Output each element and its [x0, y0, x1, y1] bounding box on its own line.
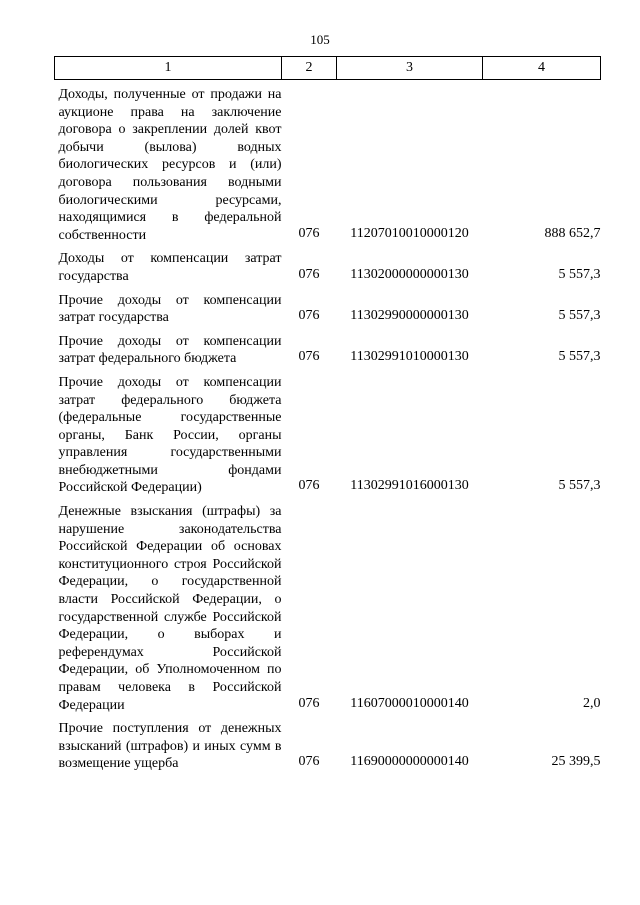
row-revenue-code: 11207010010000120	[350, 225, 469, 241]
row-name: Денежные взыскания (штрафы) за нарушение законодательства Российской Федерации об основах конституционного строя Российской Федерации, о государственной власти Российской Федерации, о государственной службе Российской Федерации, о выборах и референдумах Российской Федерации, об Уполномоченном по правам человека в Российской Федерации	[58, 504, 282, 713]
row-admin-code: 076	[298, 349, 320, 365]
header-col-4: 4	[483, 57, 601, 80]
row-amount: 5 557,3	[558, 308, 601, 324]
row-name: Доходы от компенсации затрат государства	[58, 251, 282, 284]
row-revenue-code: 11302000000000130	[350, 266, 469, 282]
row-amount: 2,0	[583, 695, 601, 711]
row-amount: 25 399,5	[551, 754, 601, 770]
header-col-2: 2	[282, 57, 337, 80]
table-row	[55, 80, 601, 245]
header-col-3: 3	[337, 57, 483, 80]
row-name: Прочие доходы от компенсации затрат федерального бюджета	[58, 333, 282, 367]
table-row	[55, 244, 601, 285]
header-col-1: 1	[55, 57, 282, 80]
row-amount: 5 557,3	[558, 266, 601, 282]
row-name: Доходы, полученные от продажи на аукционе права на заключение договора о закреплении долей квот добычи (вылова) водных биологических ресурсов и (или) договора пользования водными биологическими ресурсами, находящимися в федеральной собственности	[58, 87, 282, 243]
row-revenue-code: 11690000000000140	[350, 754, 469, 770]
row-admin-code: 076	[298, 478, 320, 494]
table-row	[55, 327, 601, 368]
row-revenue-code: 11302991016000130	[350, 478, 469, 494]
row-name: Прочие доходы от компенсации затрат государства	[58, 292, 282, 326]
row-admin-code: 076	[298, 695, 320, 711]
row-amount: 888 652,7	[544, 225, 601, 241]
header-row	[55, 57, 601, 80]
row-revenue-code: 11607000010000140	[350, 695, 469, 711]
row-name: Прочие поступления от денежных взысканий (штрафов) и иных сумм в возмещение ущерба	[58, 721, 282, 772]
page-number: 105	[310, 32, 330, 47]
row-name: Прочие доходы от компенсации затрат федерального бюджета (федеральные государственные органы, Банк России, органы управления государственными внебюджетными фондами Российской Федерации)	[58, 374, 282, 496]
row-revenue-code: 11302991010000130	[350, 349, 469, 365]
row-amount: 5 557,3	[558, 478, 601, 494]
row-revenue-code: 11302990000000130	[350, 308, 469, 324]
row-amount: 5 557,3	[558, 349, 601, 365]
row-admin-code: 076	[298, 308, 320, 324]
table-row	[55, 368, 601, 497]
row-admin-code: 076	[298, 266, 320, 282]
row-admin-code: 076	[298, 225, 320, 241]
table-row	[55, 714, 601, 773]
row-admin-code: 076	[298, 754, 320, 770]
table-row	[55, 286, 601, 327]
table-row	[55, 497, 601, 714]
revenue-table	[54, 56, 601, 773]
